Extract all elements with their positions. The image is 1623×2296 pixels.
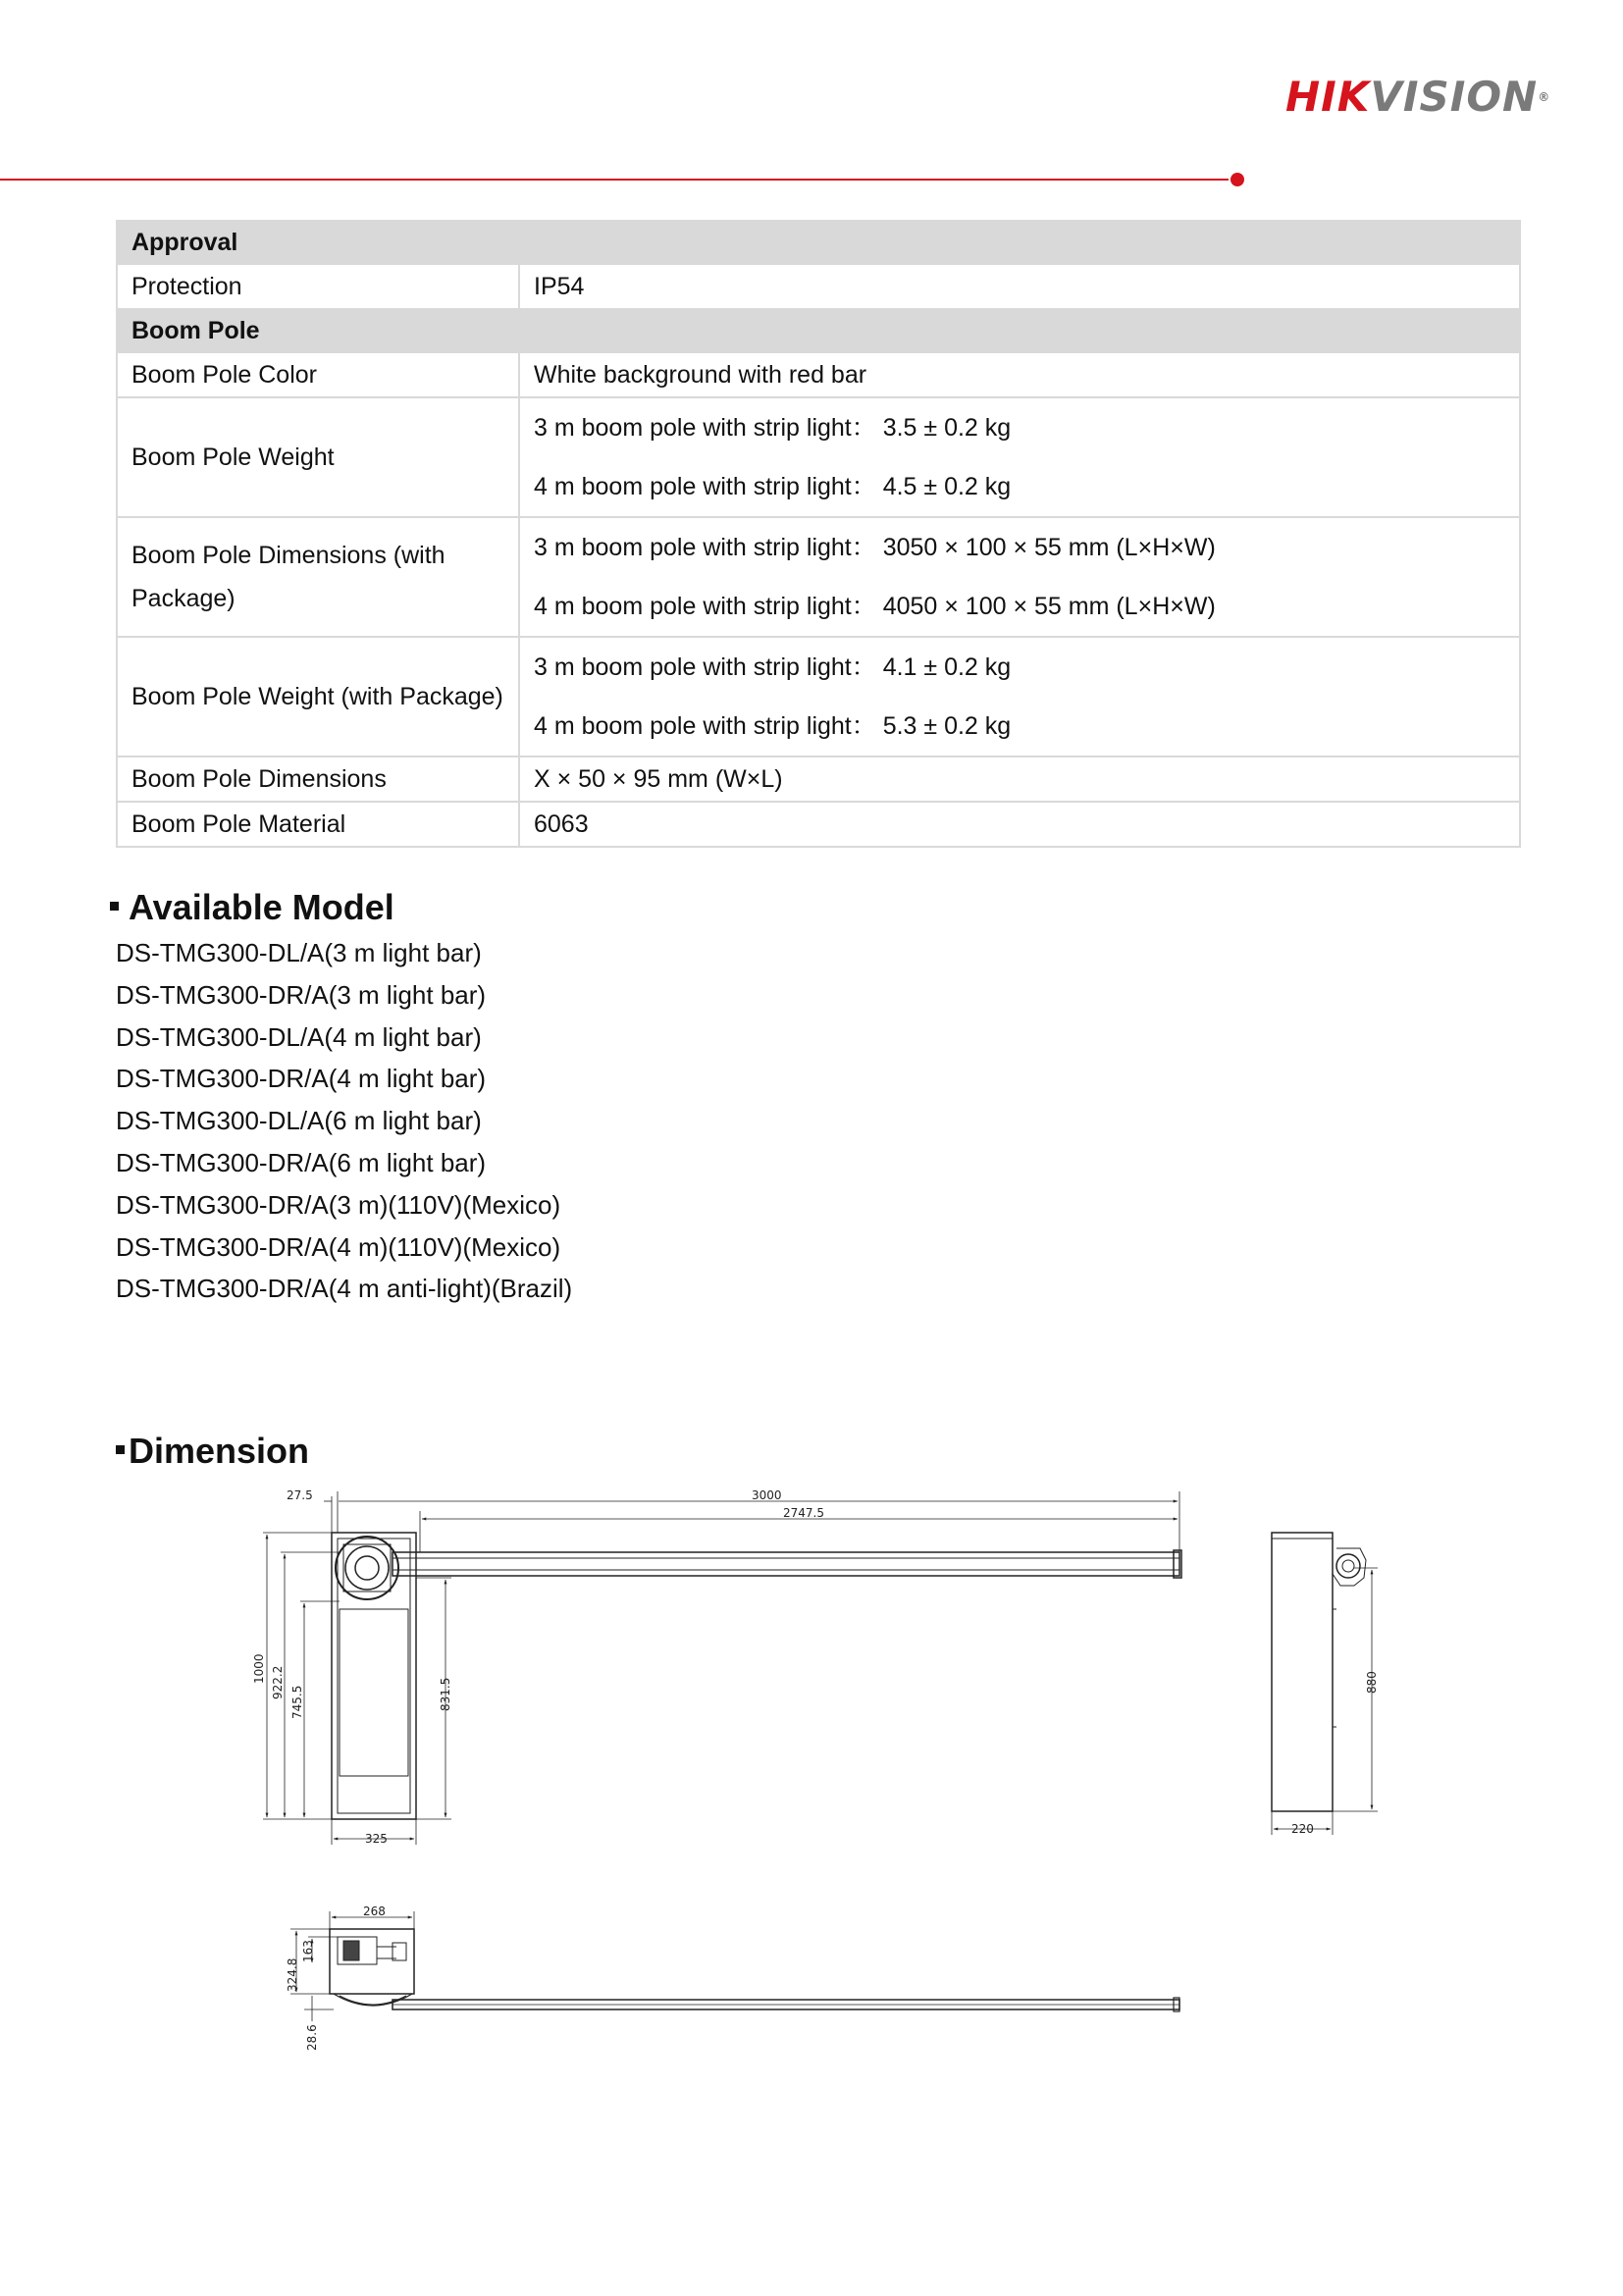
dim-label: 28.6 bbox=[305, 2024, 319, 2051]
spec-label: Boom Pole Weight (with Package) bbox=[117, 637, 519, 757]
side-motor-head bbox=[1336, 1554, 1360, 1578]
dim-label: 325 bbox=[365, 1832, 388, 1846]
spec-value: X × 50 × 95 mm (W×L) bbox=[519, 757, 1520, 802]
logo-hik-part: HIK bbox=[1285, 73, 1371, 121]
spec-label: Boom Pole Dimensions (with Package) bbox=[117, 517, 519, 637]
top-view-drawing bbox=[290, 1911, 1179, 2021]
boom-pole bbox=[393, 1552, 1179, 1576]
spec-value-line: 3 m boom pole with strip light： 3050 × 100 × 55 mm (L×H×W) bbox=[534, 534, 1216, 561]
dim-label: 268 bbox=[363, 1905, 386, 1918]
dim-label: 1000 bbox=[252, 1653, 266, 1684]
section-label: Boom Pole bbox=[117, 309, 1520, 352]
side-view-drawing bbox=[1272, 1533, 1378, 1835]
section-label: Approval bbox=[117, 221, 1520, 264]
model-item: DS-TMG300-DR/A(3 m)(110V)(Mexico) bbox=[116, 1189, 561, 1220]
dim-label: 745.5 bbox=[290, 1685, 304, 1719]
top-view-labels bbox=[286, 1905, 386, 2051]
dim-label: 163 bbox=[301, 1940, 315, 1962]
cabinet-door bbox=[340, 1609, 408, 1776]
dim-label: 27.5 bbox=[287, 1488, 313, 1502]
spec-value: IP54 bbox=[519, 264, 1520, 309]
registered-mark: ® bbox=[1538, 90, 1551, 104]
spec-label: Boom Pole Weight bbox=[117, 397, 519, 517]
model-item: DS-TMG300-DR/A(3 m light bar) bbox=[116, 979, 487, 1010]
dim-label: 922.2 bbox=[271, 1665, 285, 1699]
spec-label: Protection bbox=[117, 264, 519, 309]
spec-value: 6063 bbox=[519, 802, 1520, 847]
model-item: DS-TMG300-DR/A(4 m light bar) bbox=[116, 1064, 487, 1094]
model-item: DS-TMG300-DL/A(4 m light bar) bbox=[116, 1021, 482, 1052]
spec-label: Boom Pole Material bbox=[117, 802, 519, 847]
spec-value-line: 4 m boom pole with strip light： 4050 × 100 × 55 mm (L×H×W) bbox=[534, 593, 1216, 620]
heading-text: Dimension bbox=[129, 1431, 310, 1471]
spec-label: Boom Pole Dimensions bbox=[117, 757, 519, 802]
spec-label: Boom Pole Color bbox=[117, 352, 519, 397]
model-item: DS-TMG300-DR/A(4 m)(110V)(Mexico) bbox=[116, 1231, 561, 1262]
heading-text: Available Model bbox=[129, 887, 394, 927]
dim-label: 324.8 bbox=[286, 1957, 299, 1992]
spec-value-line: 4 m boom pole with strip light： 4.5 ± 0.2 kg bbox=[534, 473, 1012, 500]
model-item: DS-TMG300-DR/A(4 m anti-light)(Brazil) bbox=[116, 1274, 573, 1304]
model-item: DS-TMG300-DL/A(6 m light bar) bbox=[116, 1106, 482, 1136]
dim-label: 2747.5 bbox=[783, 1506, 824, 1520]
model-item: DS-TMG300-DR/A(6 m light bar) bbox=[116, 1147, 487, 1177]
dim-label: 3000 bbox=[752, 1488, 782, 1502]
spec-value-line: 3 m boom pole with strip light： 3.5 ± 0.2 kg bbox=[534, 414, 1012, 442]
logo-vision-part: VISION bbox=[1370, 73, 1539, 121]
spec-value: White background with red bar bbox=[519, 352, 1520, 397]
top-cabinet-outline bbox=[330, 1929, 414, 1994]
spec-value-line: 4 m boom pole with strip light： 5.3 ± 0.2 kg bbox=[534, 712, 1012, 740]
model-item: DS-TMG300-DL/A(3 m light bar) bbox=[116, 938, 482, 967]
dim-label: 880 bbox=[1365, 1671, 1379, 1694]
dim-label: 220 bbox=[1291, 1822, 1314, 1836]
side-cabinet-outline bbox=[1272, 1533, 1333, 1811]
front-view-drawing bbox=[263, 1491, 1181, 1845]
spec-value-line: 3 m boom pole with strip light： 4.1 ± 0.2 kg bbox=[534, 653, 1012, 681]
dim-label: 831.5 bbox=[439, 1677, 452, 1711]
